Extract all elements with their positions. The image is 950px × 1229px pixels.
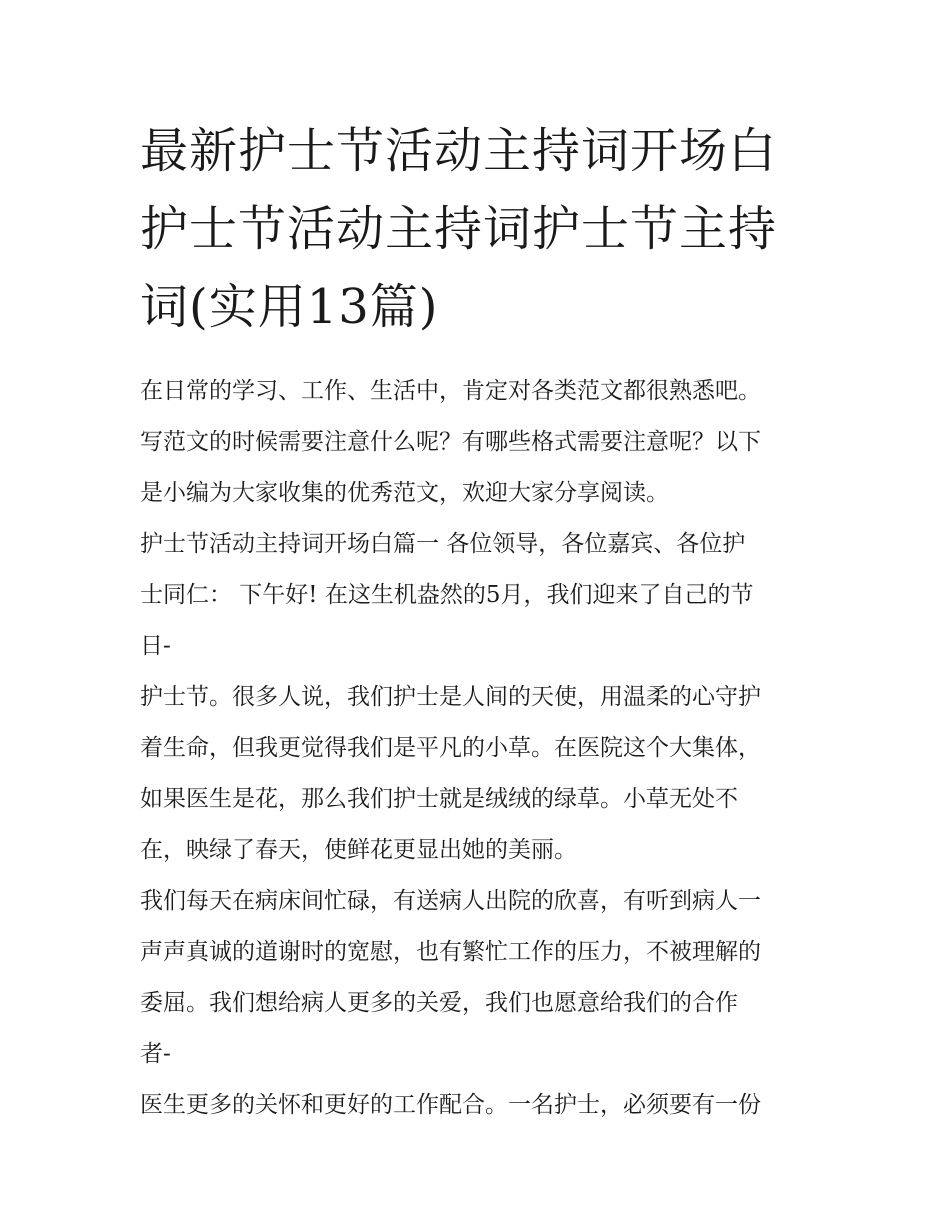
title-line-3: 词(实用13篇) xyxy=(140,279,439,335)
body-line: 如果医生是花，那么我们护士就是绒绒的绿草。小草无处不 xyxy=(140,786,738,812)
body-line: 在，映绿了春天，使鲜花更显出她的美丽。 xyxy=(140,837,577,863)
body-line: 者- xyxy=(140,1041,171,1067)
body-line: 是小编为大家收集的优秀范文，欢迎大家分享阅读。 xyxy=(140,480,669,506)
body-line: 写范文的时候需要注意什么呢？有哪些格式需要注意呢？以下 xyxy=(140,429,761,455)
body-line: 在日常的学习、工作、生活中，肯定对各类范文都很熟悉吧。 xyxy=(140,378,761,404)
body-line: 医生更多的关怀和更好的工作配合。一名护士，必须要有一份 xyxy=(140,1092,761,1118)
document-body xyxy=(140,366,820,1131)
body-line: 护士节活动主持词开场白篇一 各位领导，各位嘉宾、各位护 xyxy=(140,531,746,557)
document-page xyxy=(140,112,820,1131)
body-line: 着生命，但我更觉得我们是平凡的小草。在医院这个大集体， xyxy=(140,735,761,761)
body-line: 委屈。我们想给病人更多的关爱，我们也愿意给我们的合作 xyxy=(140,990,738,1016)
document-title xyxy=(140,112,820,346)
body-line: 我们每天在病床间忙碌，有送病人出院的欣喜，有听到病人一 xyxy=(140,888,761,914)
body-line: 护士节。很多人说，我们护士是人间的天使，用温柔的心守护 xyxy=(140,684,761,710)
body-line: 日- xyxy=(140,633,171,659)
title-line-2: 护士节活动主持词护士节主持 xyxy=(140,201,778,257)
body-line: 士同仁： 下午好! 在这生机盎然的5月，我们迎来了自己的节 xyxy=(140,582,754,608)
body-line: 声声真诚的道谢时的宽慰，也有繁忙工作的压力，不被理解的 xyxy=(140,939,761,965)
title-line-1: 最新护士节活动主持词开场白 xyxy=(140,123,778,179)
